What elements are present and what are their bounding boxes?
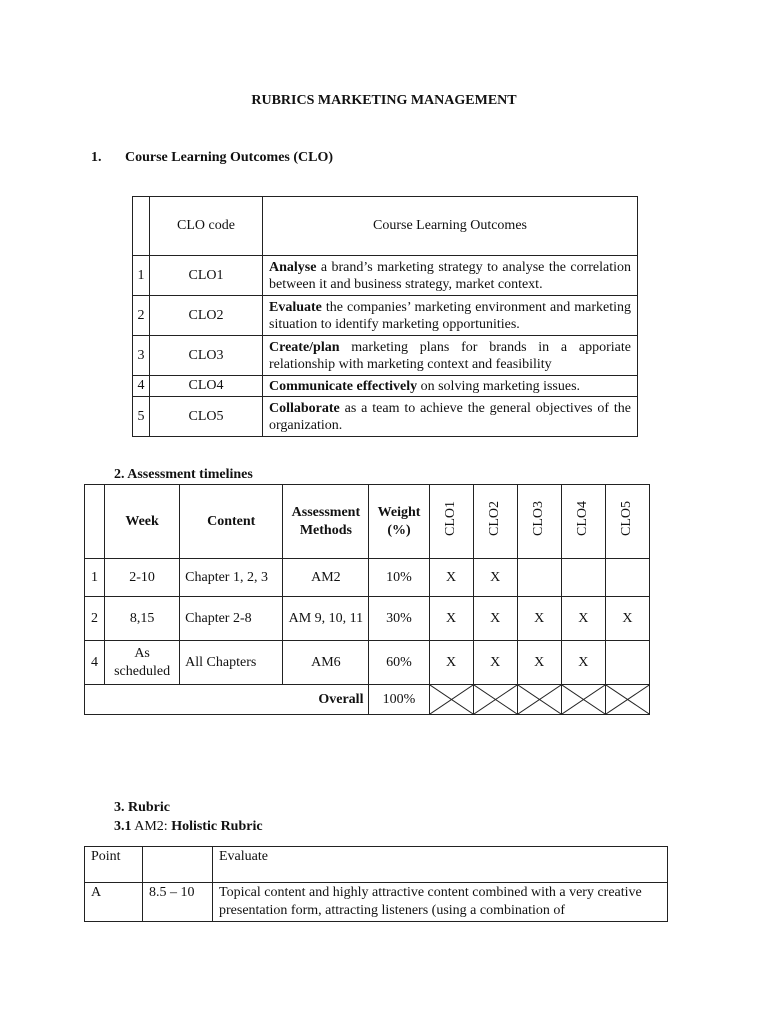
rubric-grade: A	[85, 883, 143, 922]
clo-row-number: 2	[133, 296, 150, 336]
clo-row-number: 3	[133, 336, 150, 376]
clo-row-code: CLO1	[150, 256, 263, 296]
header-week: Week	[105, 485, 180, 559]
cross-out-icon	[518, 685, 561, 714]
clo-header-outcomes: Course Learning Outcomes	[263, 197, 638, 256]
row-weight: 30%	[369, 597, 429, 641]
row-clo3-mark: X	[517, 597, 561, 641]
clo-row-number: 4	[133, 376, 150, 397]
assessment-header-blank	[85, 485, 105, 559]
row-clo2-mark: X	[473, 641, 517, 685]
rubric-header-row	[85, 847, 668, 883]
row-number: 2	[85, 597, 105, 641]
table-row	[133, 296, 638, 336]
row-clo1-mark: X	[429, 641, 473, 685]
table-row	[85, 883, 668, 922]
clo-row-code: CLO4	[150, 376, 263, 397]
clo-row-code: CLO2	[150, 296, 263, 336]
clo-text: marketing plans for brands in a apporiate relationship with marketing context and feasibility	[269, 339, 631, 372]
crossed-cell-clo4	[561, 685, 605, 715]
clo-verb: Analyse	[269, 259, 317, 275]
header-clo2-label: CLO2	[487, 501, 503, 536]
row-content: All Chapters	[180, 641, 283, 685]
assessment-header-row	[85, 485, 650, 559]
clo-text: a brand’s marketing strategy to analyse the correlation between it and business strategy, market context.	[269, 259, 631, 292]
rubric-header-evaluate: Evaluate	[213, 847, 668, 883]
row-week: 8,15	[105, 597, 180, 641]
section-1-number: 1.	[91, 150, 102, 165]
row-clo4-mark: X	[561, 597, 605, 641]
header-clo1-label: CLO1	[443, 501, 459, 536]
header-clo1	[429, 485, 473, 559]
crossed-cell-clo5	[605, 685, 649, 715]
row-clo5-mark	[605, 641, 649, 685]
row-weight: 60%	[369, 641, 429, 685]
crossed-cell-clo1	[429, 685, 473, 715]
clo-row-outcome	[263, 256, 638, 296]
clo-header-row	[133, 197, 638, 256]
row-clo1-mark: X	[429, 559, 473, 597]
cross-out-icon	[562, 685, 605, 714]
cross-out-icon	[474, 685, 517, 714]
clo-verb: Evaluate	[269, 299, 322, 315]
row-clo4-mark: X	[561, 641, 605, 685]
clo-row-outcome	[263, 376, 638, 397]
header-methods: Assessment Methods	[283, 485, 369, 559]
cross-out-icon	[606, 685, 649, 714]
row-method: AM 9, 10, 11	[283, 597, 369, 641]
table-row	[133, 397, 638, 437]
header-clo5-label: CLO5	[619, 501, 635, 536]
header-clo4-label: CLO4	[575, 501, 591, 536]
row-number: 1	[85, 559, 105, 597]
row-week: 2-10	[105, 559, 180, 597]
table-row	[85, 597, 650, 641]
clo-header-code: CLO code	[150, 197, 263, 256]
rubric-description: Topical content and highly attractive content combined with a very creative presentation form, attracting listeners (using a combination of	[213, 883, 668, 922]
section-1-heading	[91, 150, 333, 166]
section-3-heading: 3. Rubric	[114, 800, 170, 815]
rubric-header-range	[143, 847, 213, 883]
row-clo5-mark: X	[605, 597, 649, 641]
header-content: Content	[180, 485, 283, 559]
row-clo3-mark	[517, 559, 561, 597]
section-1-title: Course Learning Outcomes (CLO)	[125, 150, 334, 165]
row-number: 4	[85, 641, 105, 685]
assessment-table	[84, 484, 650, 715]
row-week: As scheduled	[105, 641, 180, 685]
row-content: Chapter 2-8	[180, 597, 283, 641]
section-3-1-number: 3.1	[114, 819, 132, 834]
header-weight: Weight (%)	[369, 485, 429, 559]
row-clo4-mark	[561, 559, 605, 597]
clo-text: on solving marketing issues.	[417, 378, 581, 394]
clo-text: as a team to achieve the general objectives of the organization.	[269, 400, 631, 433]
clo-row-code: CLO5	[150, 397, 263, 437]
document-title: RUBRICS MARKETING MANAGEMENT	[251, 93, 517, 108]
clo-verb: Collaborate	[269, 400, 340, 416]
crossed-cell-clo3	[517, 685, 561, 715]
clo-row-outcome	[263, 397, 638, 437]
table-row	[133, 336, 638, 376]
table-row	[85, 559, 650, 597]
rubric-header-point: Point	[85, 847, 143, 883]
header-clo3	[517, 485, 561, 559]
clo-row-number: 1	[133, 256, 150, 296]
cross-out-icon	[430, 685, 473, 714]
table-row	[133, 376, 638, 397]
clo-text: the companies’ marketing environment and marketing situation to identify marketing opportunities.	[269, 299, 631, 332]
row-weight: 10%	[369, 559, 429, 597]
section-3-1-code: AM2:	[134, 819, 168, 834]
clo-header-blank	[133, 197, 150, 256]
row-clo5-mark	[605, 559, 649, 597]
section-3-1-title: Holistic Rubric	[171, 819, 263, 834]
crossed-cell-clo2	[473, 685, 517, 715]
row-method: AM6	[283, 641, 369, 685]
table-row	[85, 641, 650, 685]
section-3-1-heading	[114, 819, 263, 835]
clo-row-code: CLO3	[150, 336, 263, 376]
row-clo1-mark: X	[429, 597, 473, 641]
section-2-heading: 2. Assessment timelines	[114, 467, 253, 482]
header-clo5	[605, 485, 649, 559]
clo-table	[132, 196, 638, 437]
rubric-range: 8.5 – 10	[143, 883, 213, 922]
overall-weight: 100%	[369, 685, 429, 715]
row-clo2-mark: X	[473, 559, 517, 597]
header-clo3-label: CLO3	[531, 501, 547, 536]
header-clo4	[561, 485, 605, 559]
rubric-table	[84, 846, 668, 922]
overall-row	[85, 685, 650, 715]
row-content: Chapter 1, 2, 3	[180, 559, 283, 597]
clo-verb: Communicate effectively	[269, 378, 418, 394]
overall-label: Overall	[85, 685, 369, 715]
row-clo3-mark: X	[517, 641, 561, 685]
clo-row-outcome	[263, 336, 638, 376]
header-clo2	[473, 485, 517, 559]
row-method: AM2	[283, 559, 369, 597]
table-row	[133, 256, 638, 296]
clo-row-number: 5	[133, 397, 150, 437]
clo-row-outcome	[263, 296, 638, 336]
row-clo2-mark: X	[473, 597, 517, 641]
clo-verb: Create/plan	[269, 339, 340, 355]
